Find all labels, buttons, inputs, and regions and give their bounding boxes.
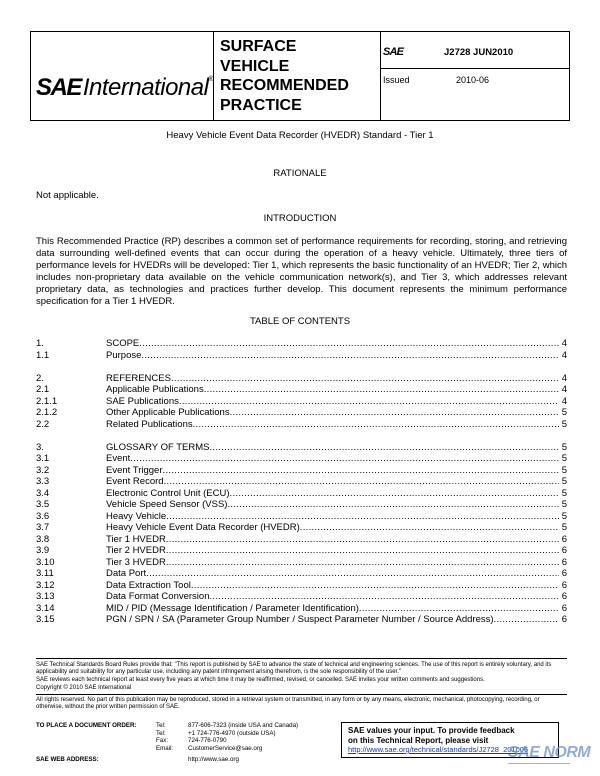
- toc-entry[interactable]: [36, 453, 567, 465]
- toc-entry-page: 5: [561, 464, 567, 476]
- toc-entry[interactable]: [36, 476, 567, 488]
- toc-entry-page: 4: [561, 395, 567, 407]
- toc-leader-dots: [163, 465, 560, 477]
- toc-entry-page: 4: [561, 349, 567, 361]
- header-divider: [380, 32, 381, 120]
- toc-leader-dots: [171, 373, 559, 385]
- toc-entry-number: 3.13: [36, 591, 55, 602]
- toc-entry[interactable]: [36, 442, 567, 454]
- toc-leader-dots: [164, 476, 559, 488]
- watermark-logo: SAE NORM: [508, 744, 591, 761]
- web-address-link[interactable]: http://www.sae.org: [188, 756, 239, 763]
- toc-entry-number: 3.4: [36, 487, 50, 499]
- toc-entry[interactable]: [36, 557, 567, 569]
- toc-entry[interactable]: [36, 373, 567, 385]
- toc-entry[interactable]: [36, 350, 567, 362]
- toc-entry-title: Event: [106, 453, 131, 464]
- footer-rule: [36, 658, 567, 659]
- toc-entry-title: MID / PID (Message Identification / Parameter Identification): [106, 602, 359, 614]
- introduction-heading: INTRODUCTION: [263, 213, 337, 224]
- toc-entry[interactable]: [36, 499, 567, 511]
- toc-entry[interactable]: [36, 465, 567, 477]
- introduction-text: This Recommended Practice (RP) describes a common set of performance requirements for recording, storing, and retrieving data surrounding well-defined events that can occur during the operation of a heavy vehicle. Ultimately, three tiers of performance levels for HVEDRs will be developed: Tier 1, which represents the basic functionality of an HVEDR; Tier 2, which includes non-proprietary data available on the vehicle communication network(s), and Tier 3, which addresses relevant proprietary data, as technologies and practices further develop. This document represents the minimum performance specification for a Tier 1 HVEDR.: [36, 236, 567, 307]
- toc-entry-title: Applicable Publications: [106, 384, 204, 395]
- toc-entry-number: 1.1: [36, 349, 50, 361]
- toc-entry-title: Data Format Conversion: [106, 591, 210, 602]
- document-number: J2728 JUN2010: [444, 47, 514, 58]
- toc-entry-page: 5: [561, 510, 567, 522]
- toc-entry-number: 3.8: [36, 533, 50, 545]
- sae-mark: SAE: [383, 46, 404, 58]
- toc-entry-number: 3.7: [36, 522, 50, 533]
- toc-entry-title: Event Trigger: [106, 464, 163, 476]
- header-divider: [380, 68, 569, 69]
- toc-entry-title: Vehicle Speed Sensor (VSS): [106, 499, 228, 510]
- toc-leader-dots: [139, 338, 559, 350]
- toc-entry[interactable]: [36, 568, 567, 580]
- toc-entry-title: Tier 1 HVEDR: [106, 533, 166, 545]
- toc-entry-number: 3.3: [36, 476, 50, 487]
- toc-entry-number: 2.1.1: [36, 395, 58, 407]
- toc-entry[interactable]: [36, 545, 567, 557]
- toc-entry-page: 4: [561, 384, 567, 395]
- toc-entry-title: Purpose: [106, 349, 142, 361]
- report-type: [220, 37, 370, 115]
- toc-heading: TABLE OF CONTENTS: [249, 316, 351, 327]
- toc-leader-dots: [204, 384, 559, 396]
- toc-leader-dots: [191, 580, 559, 592]
- toc-entry-title: Data Port: [106, 568, 147, 579]
- toc-entry[interactable]: [36, 396, 567, 408]
- toc-leader-dots: [209, 442, 559, 454]
- toc-entry[interactable]: [36, 614, 567, 626]
- footer-rule: [36, 694, 567, 695]
- contact-email[interactable]: CustomerService@sae.org: [188, 744, 263, 752]
- toc-entry[interactable]: [36, 534, 567, 546]
- feedback-text: SAE values your input. To provide feedback: [348, 726, 515, 735]
- toc-entry-page: 5: [561, 441, 567, 453]
- toc-entry-number: 2.2: [36, 418, 50, 430]
- toc-entry-page: 6: [561, 568, 567, 579]
- toc-entry[interactable]: [36, 603, 567, 615]
- report-type-line: VEHICLE: [220, 57, 290, 75]
- toc-spacer: [36, 361, 567, 373]
- order-label: TO PLACE A DOCUMENT ORDER:: [36, 722, 137, 729]
- toc-entry-title: GLOSSARY OF TERMS: [106, 441, 210, 453]
- toc-entry-title: Tier 3 HVEDR: [106, 556, 166, 568]
- toc-entry-page: 4: [561, 338, 567, 349]
- toc-leader-dots: [146, 568, 559, 580]
- toc-entry[interactable]: [36, 338, 567, 350]
- toc-leader-dots: [227, 499, 559, 511]
- toc-entry[interactable]: [36, 591, 567, 603]
- toc-entry-title: Data Extraction Tool: [106, 579, 191, 591]
- rationale-heading: RATIONALE: [273, 168, 327, 179]
- table-of-contents: [36, 338, 567, 626]
- toc-entry-title: SAE Publications: [106, 395, 179, 407]
- contact-type: Email:: [156, 744, 174, 752]
- toc-entry[interactable]: [36, 419, 567, 431]
- toc-leader-dots: [166, 545, 559, 557]
- toc-leader-dots: [166, 534, 559, 546]
- toc-entry-page: 5: [561, 499, 567, 510]
- feedback-text: on this Technical Report, please visit: [348, 735, 489, 745]
- toc-entry-title: Electronic Control Unit (ECU): [106, 487, 230, 499]
- toc-leader-dots: [230, 488, 559, 500]
- toc-entry-number: 2.1.2: [36, 407, 58, 418]
- toc-entry-number: 2.: [36, 372, 44, 384]
- toc-entry-number: 3.10: [36, 556, 55, 568]
- toc-leader-dots: [359, 603, 559, 615]
- issued-label: Issued: [383, 75, 410, 85]
- document-title: Heavy Vehicle Event Data Recorder (HVEDR) Standard - Tier 1: [166, 130, 434, 141]
- contact-value: +1 724-776-4970 (outside USA): [188, 729, 276, 737]
- toc-leader-dots: [193, 419, 559, 431]
- toc-entry-number: 3.12: [36, 579, 55, 591]
- toc-entry-number: 3.9: [36, 545, 50, 556]
- toc-entry-page: 5: [561, 487, 567, 499]
- rights-notice: All rights reserved. No part of this publication may be reproduced, stored in a retrieval system or transmitted, in any form or by any means, electronic, mechanical, photocopying, recording, or otherwise, without the prior written permission of SAE.: [36, 697, 540, 711]
- toc-entry-page: 6: [561, 591, 567, 602]
- toc-entry-number: 2.1: [36, 384, 50, 395]
- toc-entry-page: 5: [561, 418, 567, 430]
- contact-value: 724-776-0790: [188, 737, 227, 745]
- toc-entry-page: 6: [561, 579, 567, 591]
- toc-entry-page: 6: [561, 533, 567, 545]
- web-address-label: SAE WEB ADDRESS:: [36, 756, 99, 763]
- rationale-text: Not applicable.: [36, 190, 99, 201]
- toc-entry-page: 5: [561, 522, 567, 533]
- toc-entry-number: 3.: [36, 441, 44, 453]
- report-type-line: RECOMMENDED: [220, 77, 349, 94]
- report-type-line: SURFACE: [220, 38, 297, 55]
- toc-entry-page: 6: [561, 602, 567, 614]
- toc-entry[interactable]: [36, 384, 567, 396]
- review-notice: SAE reviews each technical report at least every five years at which time it may be reaffirmed, revised, or cancelled. SAE invites your written comments and suggestions.: [36, 677, 485, 683]
- toc-entry-page: 5: [561, 476, 567, 487]
- toc-entry-title: Heavy Vehicle Event Data Recorder (HVEDR): [106, 522, 300, 533]
- toc-leader-dots: [141, 350, 559, 362]
- toc-entry-title: Related Publications: [106, 418, 193, 430]
- toc-entry[interactable]: [36, 488, 567, 500]
- header-divider: [213, 32, 214, 120]
- toc-entry-title: Other Applicable Publications: [106, 407, 230, 418]
- toc-entry-page: 4: [561, 372, 567, 384]
- toc-entry-number: 3.2: [36, 464, 50, 476]
- toc-entry-number: 3.5: [36, 499, 50, 510]
- contact-type: Tel:: [156, 729, 166, 737]
- toc-entry-title: Event Record: [106, 476, 164, 487]
- contact-type: Tel:: [156, 722, 166, 729]
- issued-date: 2010-06: [456, 75, 490, 85]
- report-type-line: PRACTICE: [220, 96, 302, 114]
- toc-entry[interactable]: [36, 407, 567, 419]
- toc-leader-dots: [209, 591, 559, 603]
- toc-entry-number: 3.11: [36, 568, 54, 579]
- toc-entry[interactable]: [36, 522, 567, 534]
- toc-leader-dots: [494, 614, 559, 626]
- toc-leader-dots: [179, 396, 559, 408]
- contact-type: Fax:: [156, 737, 169, 745]
- toc-entry-title: SCOPE: [106, 338, 140, 349]
- toc-entry-page: 5: [561, 407, 567, 418]
- toc-entry-title: Tier 2 HVEDR: [106, 545, 166, 556]
- toc-entry-number: 3.15: [36, 614, 55, 625]
- toc-leader-dots: [300, 522, 559, 534]
- toc-leader-dots: [130, 453, 559, 465]
- toc-entry-title: REFERENCES: [106, 372, 171, 384]
- toc-leader-dots: [166, 557, 559, 569]
- toc-entry-number: 1.: [36, 338, 44, 349]
- toc-entry-title: PGN / SPN / SA (Parameter Group Number / Suspect Parameter Number / Source Address): [106, 614, 494, 625]
- toc-entry[interactable]: [36, 511, 567, 523]
- toc-spacer: [36, 430, 567, 442]
- sae-international-logo: SAEInternational®: [36, 74, 214, 101]
- toc-leader-dots: [230, 407, 559, 419]
- toc-entry-number: 3.1: [36, 453, 50, 464]
- toc-entry[interactable]: [36, 580, 567, 592]
- toc-entry-page: 6: [561, 614, 567, 625]
- feedback-link[interactable]: http://www.sae.org/technical/standards/J2728_201006: [348, 745, 529, 754]
- watermark-underline: [508, 763, 570, 764]
- toc-entry-page: 6: [561, 556, 567, 568]
- toc-entry-number: 3.14: [36, 602, 55, 614]
- contact-value: 877-606-7323 (inside USA and Canada): [188, 722, 299, 729]
- toc-leader-dots: [166, 511, 559, 523]
- toc-entry-number: 3.6: [36, 510, 50, 522]
- toc-entry-page: 5: [561, 453, 567, 464]
- copyright-notice: Copyright © 2010 SAE International: [36, 685, 132, 691]
- toc-entry-title: Heavy Vehicle: [106, 510, 167, 522]
- toc-entry-page: 6: [561, 545, 567, 556]
- policy-notice: SAE Technical Standards Board Rules provide that: "This report is published by SAE to advance the state of technical and engineering sciences. The use of this report is entirely voluntary, and its applicability and suitability for any particular use, including any patent infringement arising therefrom, is the sole responsibility of the user.": [36, 662, 552, 676]
